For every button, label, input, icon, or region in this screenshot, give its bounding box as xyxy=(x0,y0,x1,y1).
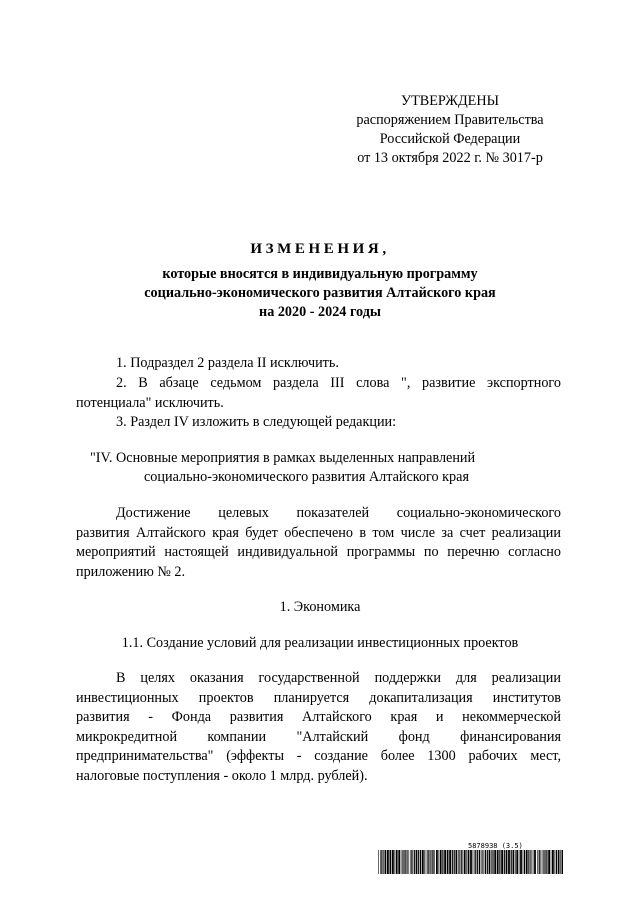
paragraph-2-line-2: инвестиционных проектов планируется докапитализация институтов xyxy=(76,689,561,706)
item-2 xyxy=(116,374,561,394)
paragraph-1-line-2: развития Алтайского края будет обеспечено в том числе за счет реализации xyxy=(76,524,561,541)
item-2-line-1: 2. В абзаце седьмом раздела III слова ", развитие экспортного xyxy=(116,375,561,391)
section-heading-line-1: "IV. Основные мероприятия в рамках выделенных направлений xyxy=(90,450,476,466)
document-title: ИЗМЕНЕНИЯ, xyxy=(250,241,390,257)
item-3: 3. Раздел IV изложить в следующей редакции: xyxy=(116,414,397,430)
section-heading-line-2: социально-экономического развития Алтайского края xyxy=(144,469,469,485)
item-2-line-2: потенциала" исключить. xyxy=(76,395,224,411)
subtitle-line-1: которые вносятся в индивидуальную программу xyxy=(162,266,478,282)
subheading-economy: 1. Экономика xyxy=(279,599,361,615)
subheading-investment: 1.1. Создание условий для реализации инвестиционных проектов xyxy=(121,635,519,651)
barcode-number: 5878938 (3.5) xyxy=(468,842,523,850)
approval-block xyxy=(330,92,570,168)
paragraph-1-line-4: приложению № 2. xyxy=(76,563,186,580)
paragraph-investment xyxy=(76,669,561,786)
subtitle-line-3: на 2020 - 2024 годы xyxy=(259,304,381,320)
item-1: 1. Подраздел 2 раздела II исключить. xyxy=(116,355,339,371)
document-subtitle xyxy=(60,265,580,322)
barcode-icon xyxy=(378,850,563,874)
subtitle-line-2: социально-экономического развития Алтайского края xyxy=(144,285,496,301)
paragraph-2-line-3: развития - Фонда развития Алтайского края и некоммерческой xyxy=(76,709,561,725)
paragraph-1-line-1: Достижение целевых показателей социально-экономического xyxy=(116,505,561,521)
paragraph-2-line-4: микрокредитной компании "Алтайский фонд финансирования xyxy=(76,728,561,745)
paragraph-2-line-1: В целях оказания государственной поддержки для реализации xyxy=(116,670,561,686)
paragraph-1-line-3: мероприятий настоящей индивидуальной программы по перечню согласно xyxy=(76,544,561,560)
approved-label: УТВЕРЖДЕНЫ xyxy=(401,93,499,109)
approved-by: распоряжением Правительства xyxy=(356,112,544,128)
approved-government: Российской Федерации xyxy=(379,131,521,147)
paragraph-2-line-5: предпринимательства" (эффекты - создание более 1300 рабочих мест, xyxy=(76,748,561,764)
paragraph-2-line-6: налоговые поступления - около 1 млрд. рублей). xyxy=(76,767,368,784)
approved-date-number: от 13 октября 2022 г. № 3017-р xyxy=(357,150,543,166)
paragraph-achievement xyxy=(76,504,561,582)
